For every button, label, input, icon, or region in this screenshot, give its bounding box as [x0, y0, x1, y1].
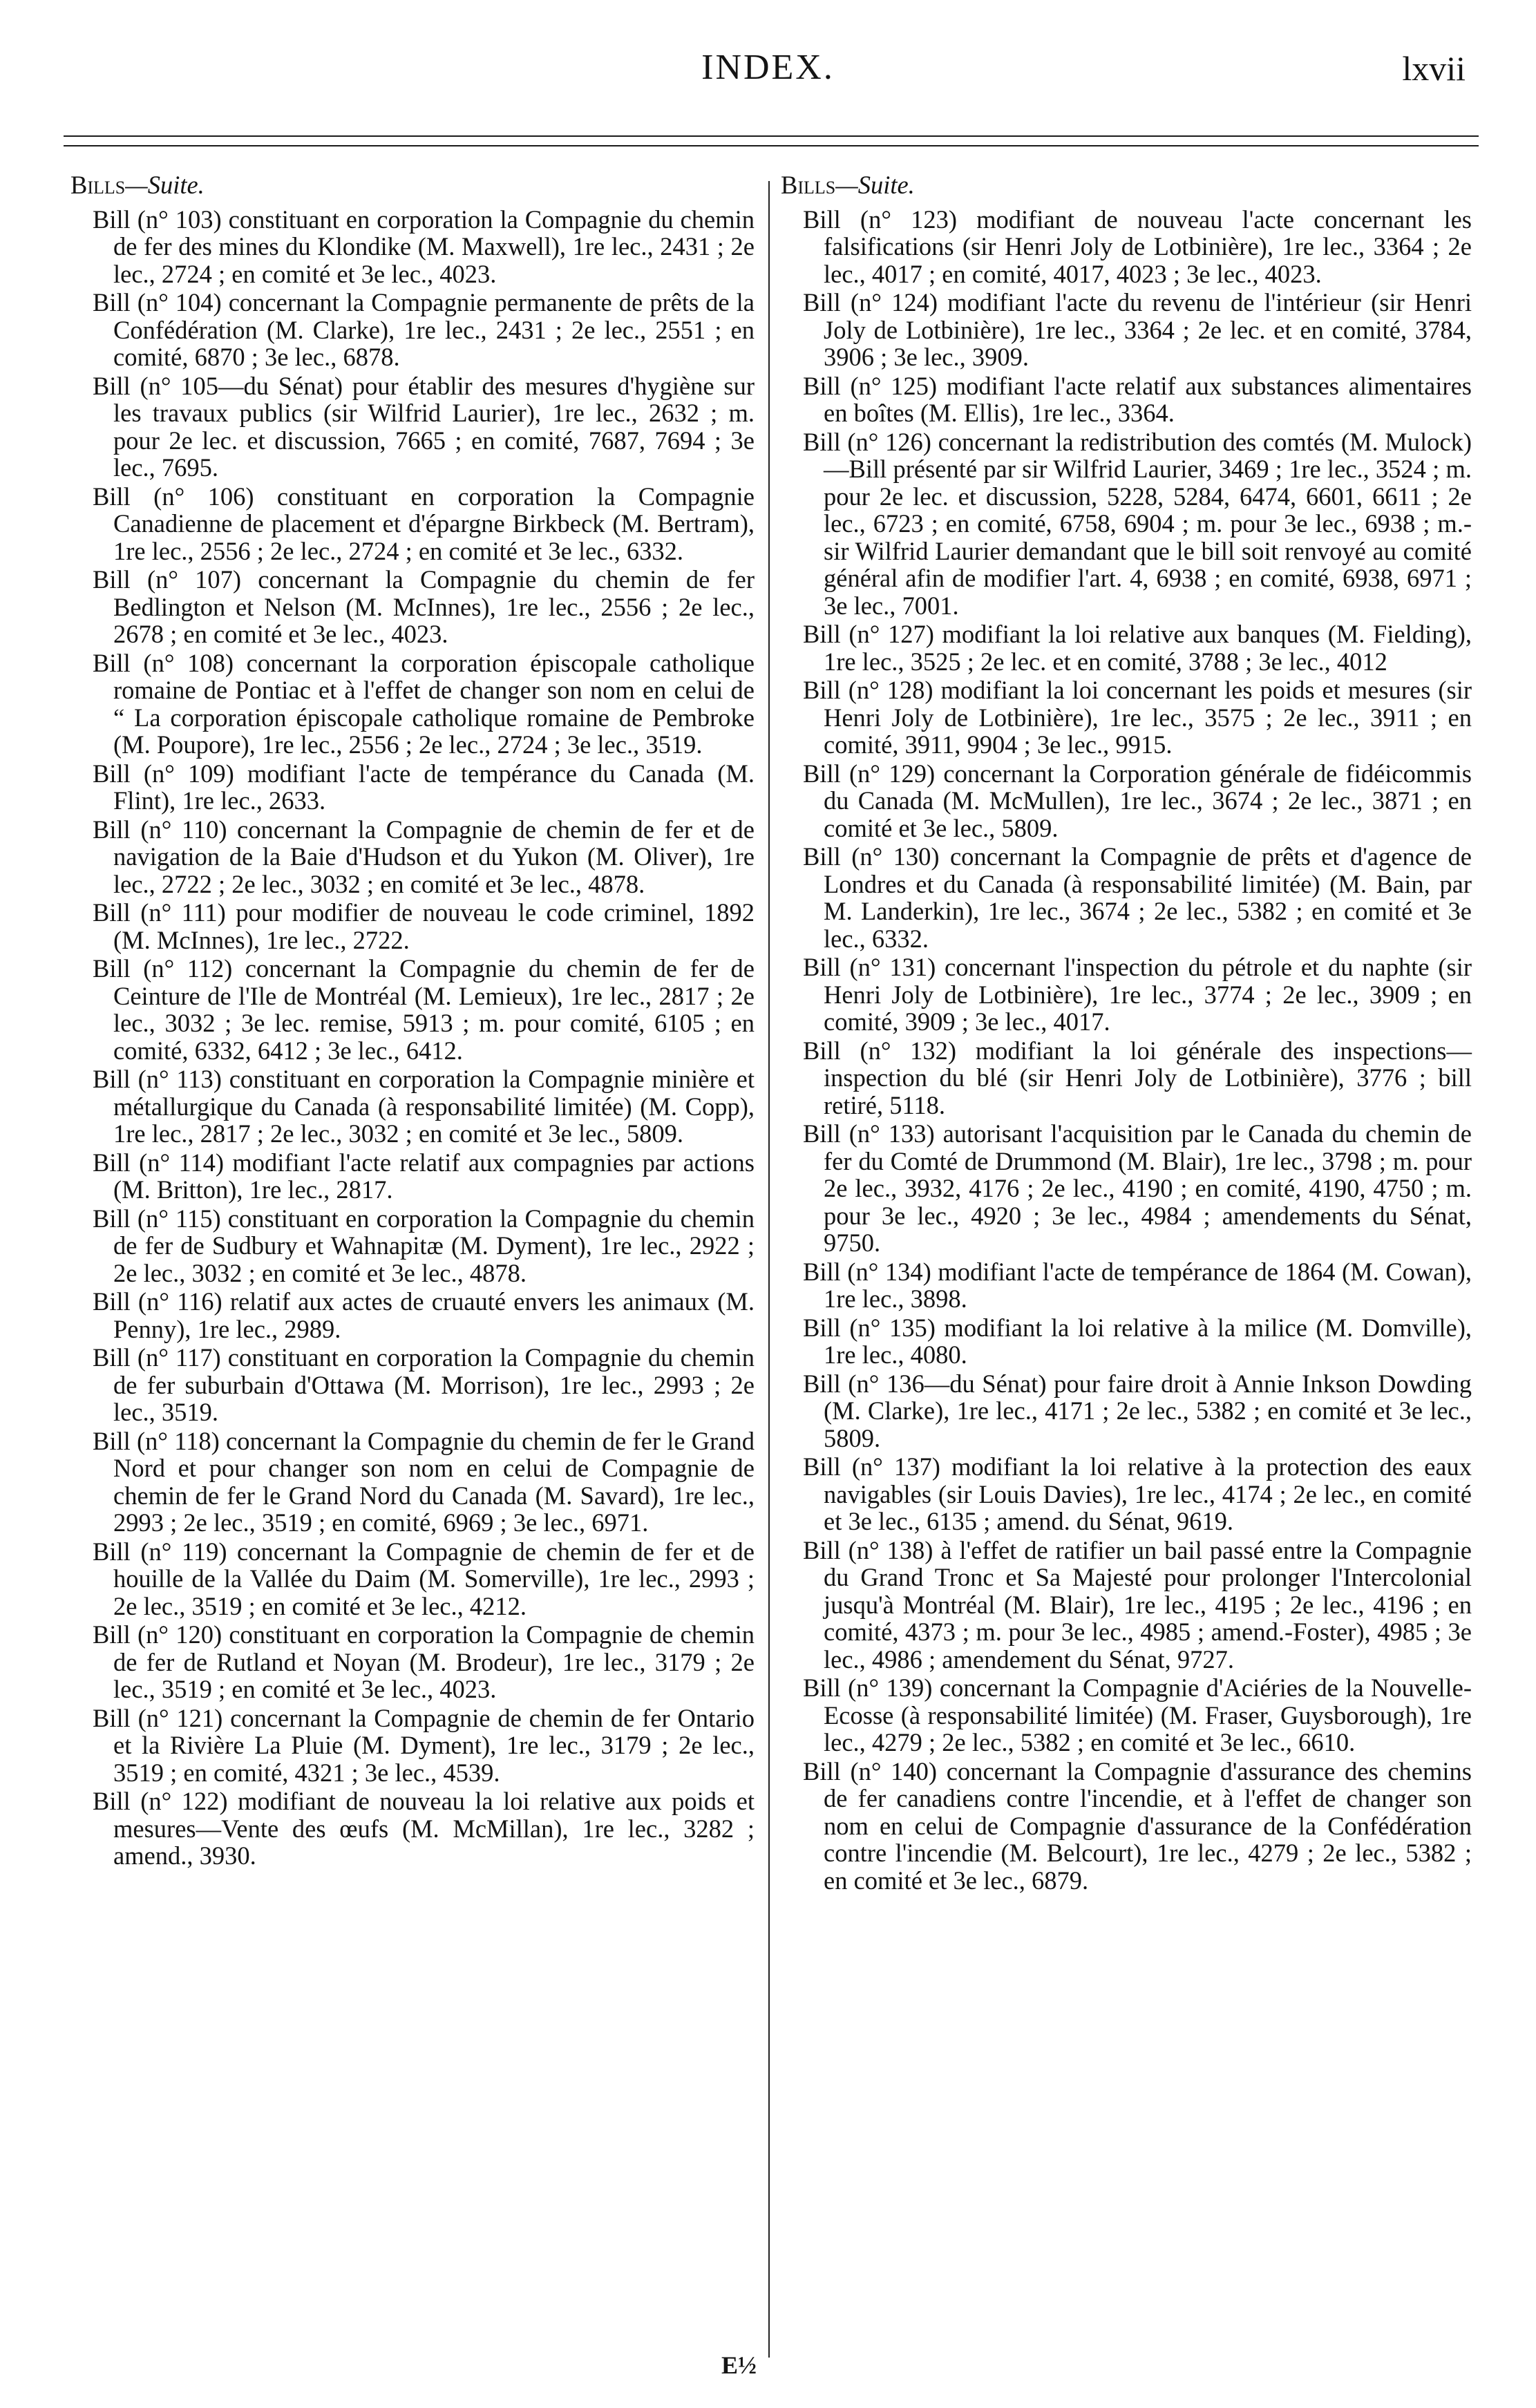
index-entry: Bill (n° 108) concernant la corporation épiscopale catholique romaine de Pontiac et à l'effet de changer son nom en celui de “ La corporation épiscopale catholique romaine de Pembroke (M. Poupore), 1re lec., 2556 ; 2e lec., 2724 ; 3e lec., 3519.	[93, 648, 755, 759]
index-entry: Bill (n° 109) modifiant l'acte de tempérance du Canada (M. Flint), 1re lec., 2633.	[93, 759, 755, 815]
index-entry: Bill (n° 122) modifiant de nouveau la loi relative aux poids et mesures—Vente des œufs (M. McMillan), 1re lec., 3282 ; amend., 3930.	[93, 1787, 755, 1870]
index-entry: Bill (n° 123) modifiant de nouveau l'acte concernant les falsifications (sir Henri Joly de Lotbinière), 1re lec., 3364 ; 2e lec., 4017 ; en comité, 4017, 4023 ; 3e lec., 4023.	[803, 205, 1472, 288]
index-entry: Bill (n° 127) modifiant la loi relative aux banques (M. Fielding), 1re lec., 3525 ; 2e lec. et en comité, 3788 ; 3e lec., 4012	[803, 620, 1472, 676]
index-entry: Bill (n° 112) concernant la Compagnie du chemin de fer de Ceinture de l'Ile de Montréal (M. Lemieux), 1re lec., 2817 ; 2e lec., 3032 ; 3e lec. remise, 5913 ; m. pour comité, 6105 ; en comité, 6332, 6412 ; 3e lec., 6412.	[93, 954, 755, 1065]
index-entry: Bill (n° 115) constituant en corporation la Compagnie du chemin de fer de Sudbury et Wahnapitæ (M. Dyment), 1re lec., 2922 ; 2e lec., 3032 ; en comité et 3e lec., 4878.	[93, 1204, 755, 1287]
index-entry: Bill (n° 107) concernant la Compagnie du chemin de fer Bedlington et Nelson (M. McInnes), 1re lec., 2556 ; 2e lec., 2678 ; en comité et 3e lec., 4023.	[93, 565, 755, 648]
index-entry: Bill (n° 119) concernant la Compagnie de chemin de fer et de houille de la Vallée du Daim (M. Somerville), 1re lec., 2993 ; 2e lec., 3519 ; en comité et 3e lec., 4212.	[93, 1537, 755, 1620]
index-entry: Bill (n° 118) concernant la Compagnie du chemin de fer le Grand Nord et pour changer son nom en celui de Compagnie de chemin de fer le Grand Nord du Canada (M. Savard), 1re lec., 2993 ; 2e lec., 3519 ; en comité, 6969 ; 3e lec., 6971.	[93, 1426, 755, 1537]
index-entry: Bill (n° 137) modifiant la loi relative à la protection des eaux navigables (sir Louis Davies), 1re lec., 4174 ; 2e lec., en comité et 3e lec., 6135 ; amend. du Sénat, 9619.	[803, 1452, 1472, 1535]
right-heading-main: Bills	[781, 171, 836, 199]
index-entry: Bill (n° 114) modifiant l'acte relatif aux compagnies par actions (M. Britton), 1re lec., 2817.	[93, 1148, 755, 1204]
index-entry: Bill (n° 140) concernant la Compagnie d'assurance des chemins de fer canadiens contre l'incendie, et à l'effet de changer son nom en celui de Compagnie d'assurance de la Confédération contre l'incendie (M. Belcourt), 1re lec., 4279 ; 2e lec., 5382 ; en comité et 3e lec., 6879.	[803, 1756, 1472, 1895]
left-column-heading	[70, 171, 755, 199]
right-heading-suffix: —Suite.	[835, 171, 915, 199]
left-heading-main: Bills	[70, 171, 126, 199]
index-entry: Bill (n° 104) concernant la Compagnie permanente de prêts de la Confédération (M. Clarke), 1re lec., 2431 ; 2e lec., 2551 ; en comité, 6870 ; 3e lec., 6878.	[93, 288, 755, 371]
index-entry: Bill (n° 120) constituant en corporation la Compagnie de chemin de fer de Rutland et Noyan (M. Brodeur), 1re lec., 3179 ; 2e lec., 3519 ; en comité et 3e lec., 4023.	[93, 1620, 755, 1703]
index-entry: Bill (n° 125) modifiant l'acte relatif aux substances alimentaires en boîtes (M. Ellis), 1re lec., 3364.	[803, 371, 1472, 427]
header-rule-bottom	[64, 145, 1479, 146]
signature-mark: E½	[721, 2351, 757, 2379]
index-entry: Bill (n° 136—du Sénat) pour faire droit à Annie Inkson Dowding (M. Clarke), 1re lec., 4171 ; 2e lec., 5382 ; en comité et 3e lec., 5809.	[803, 1369, 1472, 1452]
index-entry: Bill (n° 117) constituant en corporation la Compagnie du chemin de fer suburbain d'Ottawa (M. Morrison), 1re lec., 2993 ; 2e lec., 3519.	[93, 1343, 755, 1426]
index-entry: Bill (n° 132) modifiant la loi générale des inspections—inspection du blé (sir Henri Joly de Lotbinière), 3776 ; bill retiré, 5118.	[803, 1036, 1472, 1119]
index-entry: Bill (n° 111) pour modifier de nouveau le code criminel, 1892 (M. McInnes), 1re lec., 2722.	[93, 898, 755, 954]
index-entry: Bill (n° 139) concernant la Compagnie d'Aciéries de la Nouvelle-Ecosse (à responsabilité limitée) (M. Fraser, Guysborough), 1re lec., 4279 ; 2e lec., 5382 ; en comité et 3e lec., 6610.	[803, 1674, 1472, 1756]
right-column-heading	[781, 171, 1472, 199]
index-entry: Bill (n° 126) concernant la redistribution des comtés (M. Mulock)—Bill présenté par sir Wilfrid Laurier, 3469 ; 1re lec., 3524 ; m. pour 2e lec. et discussion, 5228, 5284, 6474, 6601, 6611 ; 2e lec., 6723 ; en comité, 6758, 6904 ; m. pour 3e lec., 6938 ; m.-sir Wilfrid Laurier demandant que le bill soit renvoyé au comité général afin de modifier l'art. 4, 6938 ; en comité, 6938, 6971 ; 3e lec., 7001.	[803, 427, 1472, 620]
index-entry: Bill (n° 133) autorisant l'acquisition par le Canada du chemin de fer du Comté de Drummond (M. Blair), 1re lec., 3798 ; m. pour 2e lec., 3932, 4176 ; 2e lec., 4190 ; en comité, 4190, 4750 ; m. pour 3e lec., 4920 ; 3e lec., 4984 ; amendements du Sénat, 9750.	[803, 1119, 1472, 1257]
right-column	[781, 171, 1472, 1894]
index-entry: Bill (n° 110) concernant la Compagnie de chemin de fer et de navigation de la Baie d'Hudson et du Yukon (M. Oliver), 1re lec., 2722 ; 2e lec., 3032 ; en comité et 3e lec., 4878.	[93, 815, 755, 898]
index-entry: Bill (n° 116) relatif aux actes de cruauté envers les animaux (M. Penny), 1re lec., 2989.	[93, 1287, 755, 1343]
left-heading-suffix: —Suite.	[125, 171, 205, 199]
page-title: INDEX.	[701, 48, 835, 87]
index-entry: Bill (n° 121) concernant la Compagnie de chemin de fer Ontario et la Rivière La Pluie (M. Dyment), 1re lec., 3179 ; 2e lec., 3519 ; en comité, 4321 ; 3e lec., 4539.	[93, 1703, 755, 1787]
index-entry: Bill (n° 113) constituant en corporation la Compagnie minière et métallurgique du Canada (à responsabilité limitée) (M. Copp), 1re lec., 2817 ; 2e lec., 3032 ; en comité et 3e lec., 5809.	[93, 1065, 755, 1148]
column-divider	[768, 181, 770, 2358]
index-entry: Bill (n° 135) modifiant la loi relative à la milice (M. Domville), 1re lec., 4080.	[803, 1313, 1472, 1369]
index-entry: Bill (n° 134) modifiant l'acte de tempérance de 1864 (M. Cowan), 1re lec., 3898.	[803, 1257, 1472, 1313]
index-entry: Bill (n° 124) modifiant l'acte du revenu de l'intérieur (sir Henri Joly de Lotbinière), 1re lec., 3364 ; 2e lec. et en comité, 3784, 3906 ; 3e lec., 3909.	[803, 288, 1472, 371]
index-entry: Bill (n° 105—du Sénat) pour établir des mesures d'hygiène sur les travaux publics (sir Wilfrid Laurier), 1re lec., 2632 ; m. pour 2e lec. et discussion, 7665 ; en comité, 7687, 7694 ; 3e lec., 7695.	[93, 371, 755, 482]
index-entry: Bill (n° 131) concernant l'inspection du pétrole et du naphte (sir Henri Joly de Lotbinière), 1re lec., 3774 ; 2e lec., 3909 ; en comité, 3909 ; 3e lec., 4017.	[803, 953, 1472, 1036]
index-entry: Bill (n° 106) constituant en corporation la Compagnie Canadienne de placement et d'épargne Birkbeck (M. Bertram), 1re lec., 2556 ; 2e lec., 2724 ; en comité et 3e lec., 6332.	[93, 482, 755, 565]
header-rule-top	[64, 135, 1479, 137]
page-number: lxvii	[1402, 49, 1466, 88]
index-entry: Bill (n° 130) concernant la Compagnie de prêts et d'agence de Londres et du Canada (à responsabilité limitée) (M. Bain, par M. Landerkin), 1re lec., 3674 ; 2e lec., 5382 ; en comité et 3e lec., 6332.	[803, 842, 1472, 953]
left-column	[70, 171, 755, 1870]
index-entry: Bill (n° 103) constituant en corporation la Compagnie du chemin de fer des mines du Klondike (M. Maxwell), 1re lec., 2431 ; 2e lec., 2724 ; en comité et 3e lec., 4023.	[93, 205, 755, 288]
index-entry: Bill (n° 129) concernant la Corporation générale de fidéicommis du Canada (M. McMullen), 1re lec., 3674 ; 2e lec., 3871 ; en comité et 3e lec., 5809.	[803, 759, 1472, 842]
index-entry: Bill (n° 128) modifiant la loi concernant les poids et mesures (sir Henri Joly de Lotbinière), 1re lec., 3575 ; 2e lec., 3911 ; en comité, 3911, 9904 ; 3e lec., 9915.	[803, 676, 1472, 759]
index-entry: Bill (n° 138) à l'effet de ratifier un bail passé entre la Compagnie du Grand Tronc et Sa Majesté pour prolonger l'Intercolonial jusqu'à Montréal (M. Blair), 1re lec., 4195 ; 2e lec., 4196 ; en comité, 4373 ; m. pour 3e lec., 4985 ; amend.-Foster), 4985 ; 3e lec., 4986 ; amendement du Sénat, 9727.	[803, 1535, 1472, 1674]
